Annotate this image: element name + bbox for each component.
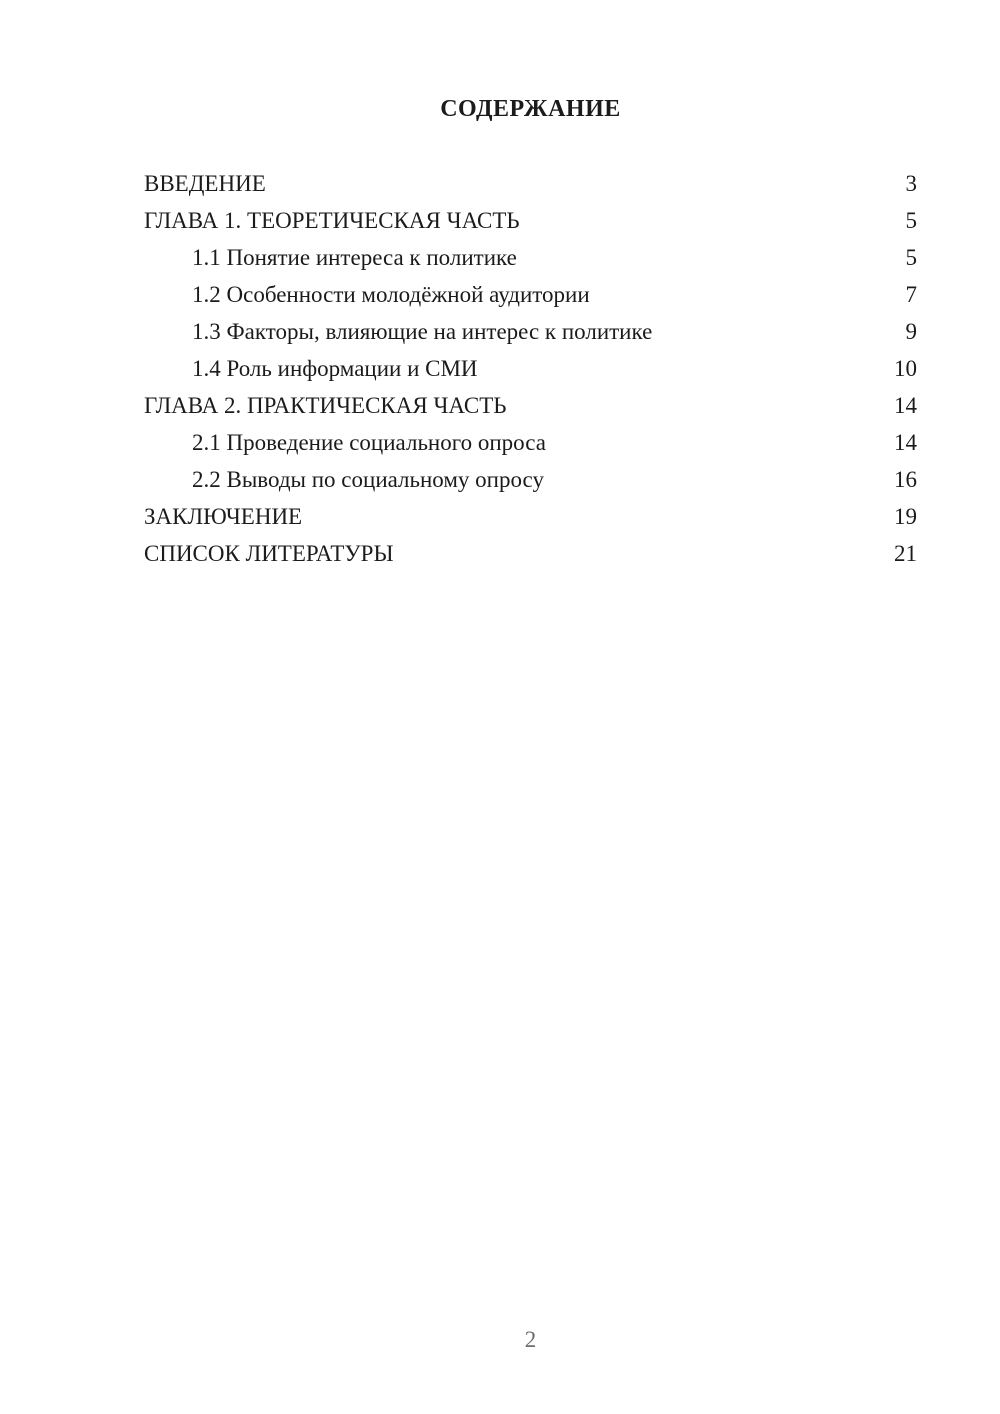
toc-entry <box>144 313 917 350</box>
toc-entry <box>144 387 917 424</box>
toc-entry-page: 21 <box>894 541 917 566</box>
toc-entry-page: 16 <box>894 467 917 492</box>
toc-entry <box>144 202 917 239</box>
toc-entry-page: 10 <box>894 356 917 381</box>
toc-entry-page: 7 <box>905 282 917 307</box>
toc-entry-page: 9 <box>905 319 917 344</box>
toc-entry-label: 1.1 Понятие интереса к политике <box>192 245 517 270</box>
toc-entry <box>144 498 917 535</box>
page-title: СОДЕРЖАНИЕ <box>440 96 621 122</box>
toc-entry-label: 1.4 Роль информации и СМИ <box>192 356 478 381</box>
toc-entry-label: ГЛАВА 1. ТЕОРЕТИЧЕСКАЯ ЧАСТЬ <box>144 208 520 233</box>
footer-page-number: 2 <box>524 1327 537 1352</box>
toc-entry-page: 3 <box>905 171 917 196</box>
toc-entry-label: 1.2 Особенности молодёжной аудитории <box>192 282 590 307</box>
toc-entry-page: 19 <box>894 504 917 529</box>
toc-entry-label: 1.3 Факторы, влияющие на интерес к политике <box>192 319 653 344</box>
toc-entry-label: СПИСОК ЛИТЕРАТУРЫ <box>144 541 394 566</box>
page-content <box>144 0 917 572</box>
toc-entry <box>144 165 917 202</box>
toc-entry <box>144 461 917 498</box>
toc-entry <box>144 535 917 572</box>
toc-entry-page: 5 <box>905 245 917 270</box>
toc-entry-label: ГЛАВА 2. ПРАКТИЧЕСКАЯ ЧАСТЬ <box>144 393 507 418</box>
toc-entry-label: 2.1 Проведение социального опроса <box>192 430 546 455</box>
toc-entry-label: 2.2 Выводы по социальному опросу <box>192 467 544 492</box>
toc-entry-page: 14 <box>894 430 917 455</box>
toc-list <box>144 165 917 572</box>
toc-entry-label: ЗАКЛЮЧЕНИЕ <box>144 504 303 529</box>
toc-entry-label: ВВЕДЕНИЕ <box>144 171 266 196</box>
toc-entry <box>144 350 917 387</box>
toc-entry <box>144 424 917 461</box>
toc-entry <box>144 239 917 276</box>
toc-entry <box>144 276 917 313</box>
toc-entry-page: 5 <box>905 208 917 233</box>
toc-entry-page: 14 <box>894 393 917 418</box>
